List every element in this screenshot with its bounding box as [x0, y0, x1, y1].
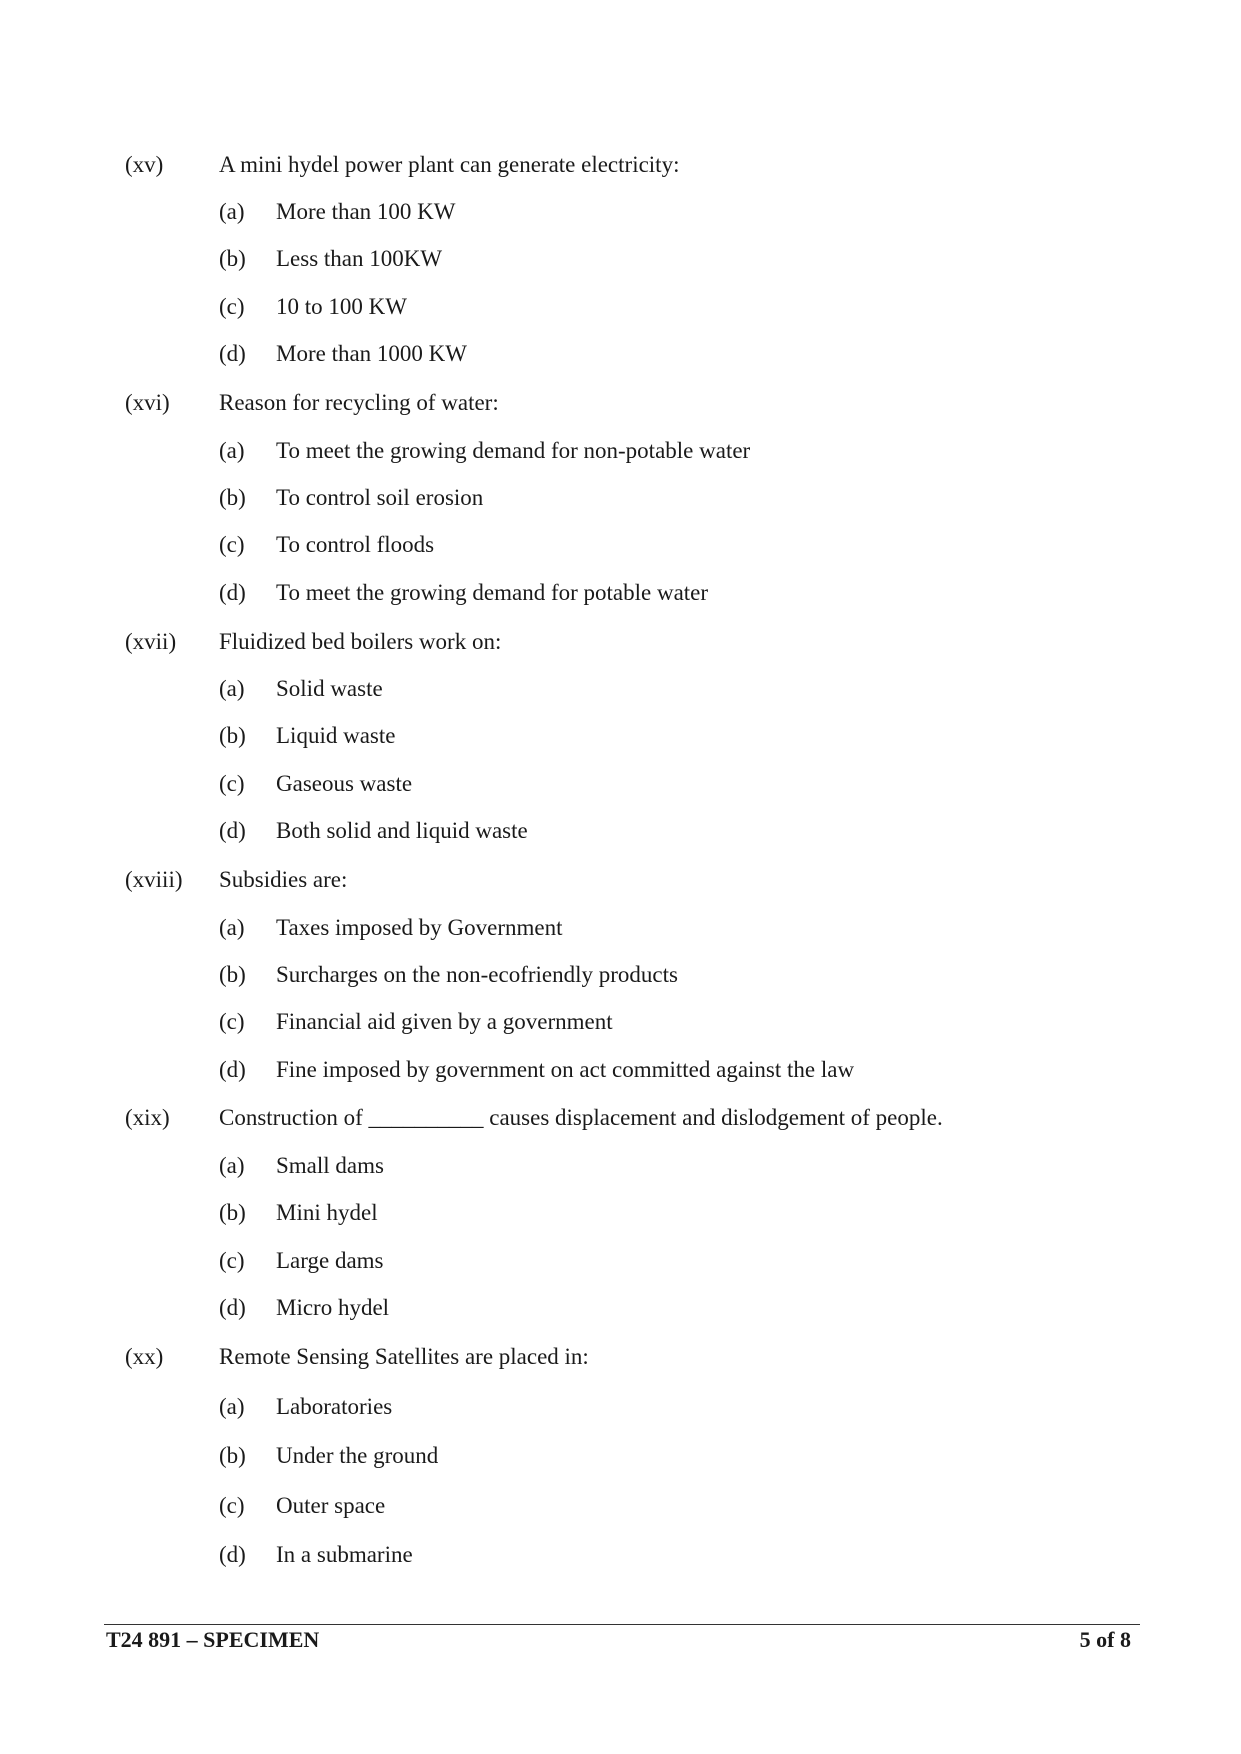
option-text: To control floods — [276, 532, 435, 557]
option-label: (b) — [219, 485, 246, 510]
option-label: (a) — [219, 676, 245, 701]
option-label: (a) — [219, 199, 245, 224]
question-number: (xv) — [125, 152, 164, 177]
option-label: (b) — [219, 723, 246, 748]
question-number: (xx) — [125, 1344, 164, 1369]
option-label: (a) — [219, 438, 245, 463]
option-text: To meet the growing demand for potable water — [276, 580, 709, 605]
option-text: Outer space — [276, 1493, 386, 1518]
question-number: (xix) — [125, 1105, 170, 1130]
option-text: In a submarine — [276, 1542, 413, 1567]
option-text: More than 100 KW — [276, 199, 456, 224]
option-label: (b) — [219, 962, 246, 987]
option-label: (a) — [219, 1153, 245, 1178]
page-number: 5 of 8 — [1079, 1627, 1131, 1652]
option-text: Micro hydel — [276, 1295, 390, 1320]
option-label: (b) — [219, 246, 246, 271]
option-label: (d) — [219, 1295, 246, 1320]
option-label: (b) — [219, 1200, 246, 1225]
question-text: Remote Sensing Satellites are placed in: — [219, 1344, 589, 1369]
option-label: (c) — [219, 1493, 245, 1518]
option-label: (c) — [219, 1248, 245, 1273]
option-text: Surcharges on the non-ecofriendly products — [276, 962, 678, 987]
option-text: Both solid and liquid waste — [276, 818, 528, 843]
option-text: Financial aid given by a government — [276, 1009, 613, 1034]
option-label: (d) — [219, 1542, 246, 1567]
question-text: Fluidized bed boilers work on: — [219, 629, 502, 654]
option-text: To meet the growing demand for non-potable water — [276, 438, 751, 463]
option-label: (b) — [219, 1443, 246, 1468]
option-label: (d) — [219, 818, 246, 843]
option-text: Fine imposed by government on act committed against the law — [276, 1057, 855, 1082]
option-text: Small dams — [276, 1153, 384, 1178]
option-label: (d) — [219, 580, 246, 605]
question-text: Subsidies are: — [219, 867, 348, 892]
option-label: (c) — [219, 771, 245, 796]
question-text: Reason for recycling of water: — [219, 390, 499, 415]
option-label: (a) — [219, 915, 245, 940]
option-text: Mini hydel — [276, 1200, 378, 1225]
paper-code: T24 891 – SPECIMEN — [106, 1627, 320, 1652]
option-text: Under the ground — [276, 1443, 439, 1468]
question-text: Construction of __________ causes displacement and dislodgement of people. — [219, 1105, 943, 1130]
footer-divider — [104, 1624, 1140, 1625]
option-text: Gaseous waste — [276, 771, 413, 796]
option-label: (d) — [219, 1057, 246, 1082]
question-number: (xvi) — [125, 390, 170, 415]
option-label: (c) — [219, 532, 245, 557]
option-label: (c) — [219, 294, 245, 319]
option-text: More than 1000 KW — [276, 341, 467, 366]
option-text: Liquid waste — [276, 723, 396, 748]
option-text: Less than 100KW — [276, 246, 443, 271]
option-text: Laboratories — [276, 1394, 393, 1419]
option-label: (d) — [219, 341, 246, 366]
option-label: (a) — [219, 1394, 245, 1419]
option-text: Large dams — [276, 1248, 384, 1273]
option-text: To control soil erosion — [276, 485, 484, 510]
question-number: (xvii) — [125, 629, 177, 654]
option-text: 10 to 100 KW — [276, 294, 407, 319]
question-number: (xviii) — [125, 867, 183, 892]
option-text: Taxes imposed by Government — [276, 915, 563, 940]
option-label: (c) — [219, 1009, 245, 1034]
option-text: Solid waste — [276, 676, 383, 701]
question-text: A mini hydel power plant can generate electricity: — [219, 152, 680, 177]
